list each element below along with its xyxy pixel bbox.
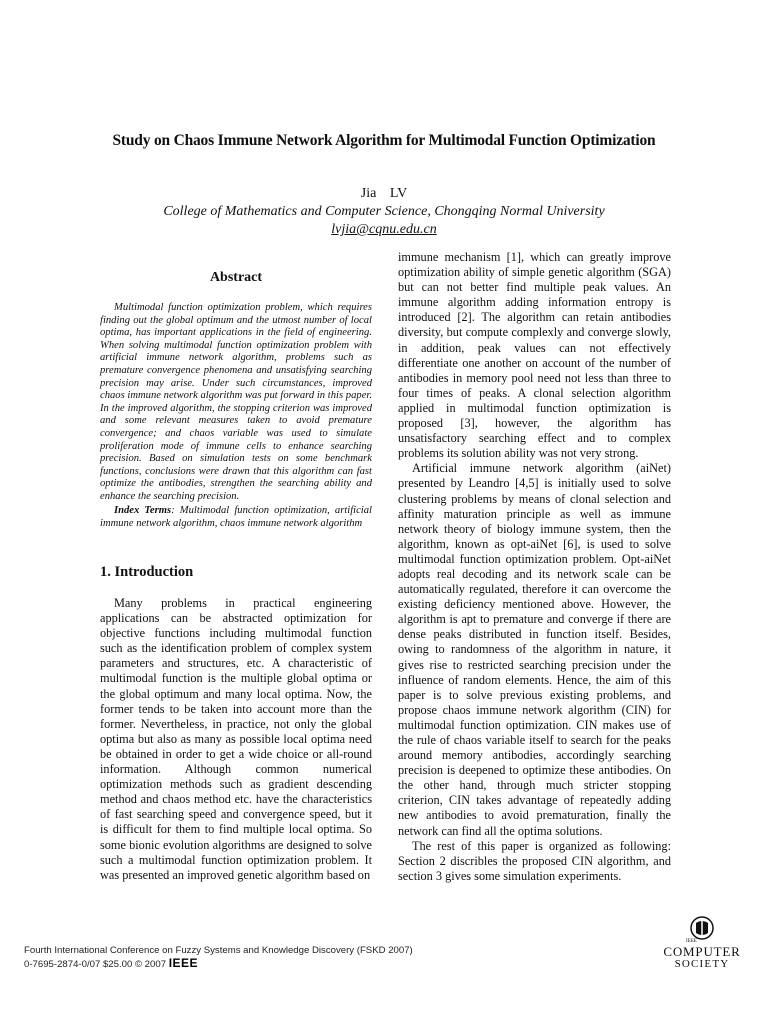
abstract-heading: Abstract	[209, 270, 263, 285]
computer-society-logo	[652, 916, 752, 972]
introduction-left-column: Many problems in practical engineering applications can be abstracted optimization for objective functions including multimodal function such as the identification problem of complex system parameters and structures, etc. A characteristic of multimodal function is the multiple global optima or the global optimum and many local optima. Now, the former tends to be taken into account more than the former. Nevertheless, in practice, not only the global optima but also as many as possible local optima need be obtained in order to get a wide choice or all-round information. Although common numerical optimization methods such as gradient descending method and chaos method etc. have the characteristics of fast searching speed and convergence speed, but it is difficult for them to find multiple local optima. So some bionic evolution algorithms are designed to solve such a multimodal function optimization problem. It was presented an improved genetic algorithm based on	[100, 596, 372, 882]
copyright-line	[24, 957, 413, 971]
author-name: Jia LV	[360, 186, 408, 201]
paragraph: Artificial immune network algorithm (aiNet) presented by Leandro [4,5] is initially used to solve clustering problems by means of clonal selection and affinity maturation principle as well as immune network theory of biology immune system, then the algorithm, known as opt-aiNet [6], is used to solve multimodal function optimization problem. Opt-aiNet adopts real decoding and its network scale can be automatically regulated, therefore it can overcome the existing deficiency mentioned above. However, the algorithm is apt to premature and converge if there are dense peaks distributed in function itself. Besides, owing to randomness of the algorithm in nature, it gives rise to restricted searching precision under the influence of random elements. Hence, the aim of this paper is to solve previous existing problems, and propose chaos immune network algorithm (CIN) for multimodal function optimization. CIN makes use of the rule of chaos variable itself to search for the peaks around memory antibodies, accordingly searching precision is deepened to optimize these antibodies. On the other hand, through much stricter stopping criterion, CIN takes advantage of repeatedly adding new antibodies to avoid prematuration, finally the network can find all the optima solutions.	[398, 461, 671, 838]
index-terms	[100, 505, 372, 530]
conference-line: Fourth International Conference on Fuzzy Systems and Knowledge Discovery (FSKD 2007)	[24, 945, 413, 956]
author-email-link[interactable]: lvjia@cqnu.edu.cn	[331, 222, 437, 237]
logo-text-society: SOCIETY	[674, 958, 730, 970]
paragraph: The rest of this paper is organized as following: Section 2 discribles the proposed CIN algorithm, and section 3 gives some simulation experiments.	[398, 838, 671, 883]
introduction-right-column	[398, 250, 671, 884]
footer	[24, 944, 413, 971]
paragraph: immune mechanism [1], which can greatly improve optimization ability of simple genetic algorithm (SGA) but can not better find multiple peak values. An immune algorithm adding information entropy is introduced [2]. The algorithm can retain antibodies diversity, but compute complexly and converge slowly, in addition, peak values can not effectively differentiate one another on account of the number of antibodies in memory pool need not less than three to four times of peaks. A clonal selection algorithm applied in multimodal function optimization is proposed [3], however, the algorithm has unsatisfactory searching effect and to complex problems its solution ability was not very strong.	[398, 250, 671, 461]
index-terms-label: Index Terms	[114, 505, 172, 516]
index-terms-text: : Multimodal function optimization, artificial immune network algorithm, chaos immune network algorithm	[100, 505, 372, 529]
paper-title: Study on Chaos Immune Network Algorithm for Multimodal Function Optimization	[112, 132, 656, 149]
abstract-body: Multimodal function optimization problem, which requires finding out the global optimum and the utmost number of local optima, has important applications in the field of engineering. When solving multimodal function optimization problem with artificial immune network algorithm, problems such as premature convergence phenomena and unsatisfying searching precision may arise. Under such circumstances, improved chaos immune network algorithm was put forward in this paper. In the improved algorithm, the stopping criterion was improved and some relevant measures taken to avoid premature convergence; and chaos variable was used to simulate proliferation mode of immune cells to enhance searching precision. Based on simulation tests on some benchmark functions, conclusions were drawn that this algorithm can fast optimize the antibodies, strengthen the searching ability and enhance the searching precision.	[100, 302, 372, 502]
affiliation: College of Mathematics and Computer Science, Chongqing Normal University	[163, 204, 605, 219]
logo-small-text: IEEE	[686, 939, 697, 944]
section-heading-introduction: 1. Introduction	[100, 564, 194, 580]
ieee-logo: IEEE	[168, 956, 199, 970]
computer-society-emblem-icon	[682, 916, 722, 944]
copyright-text: 0-7695-2874-0/07 $25.00 © 2007	[24, 959, 167, 970]
logo-text-computer: COMPUTER	[663, 944, 741, 959]
